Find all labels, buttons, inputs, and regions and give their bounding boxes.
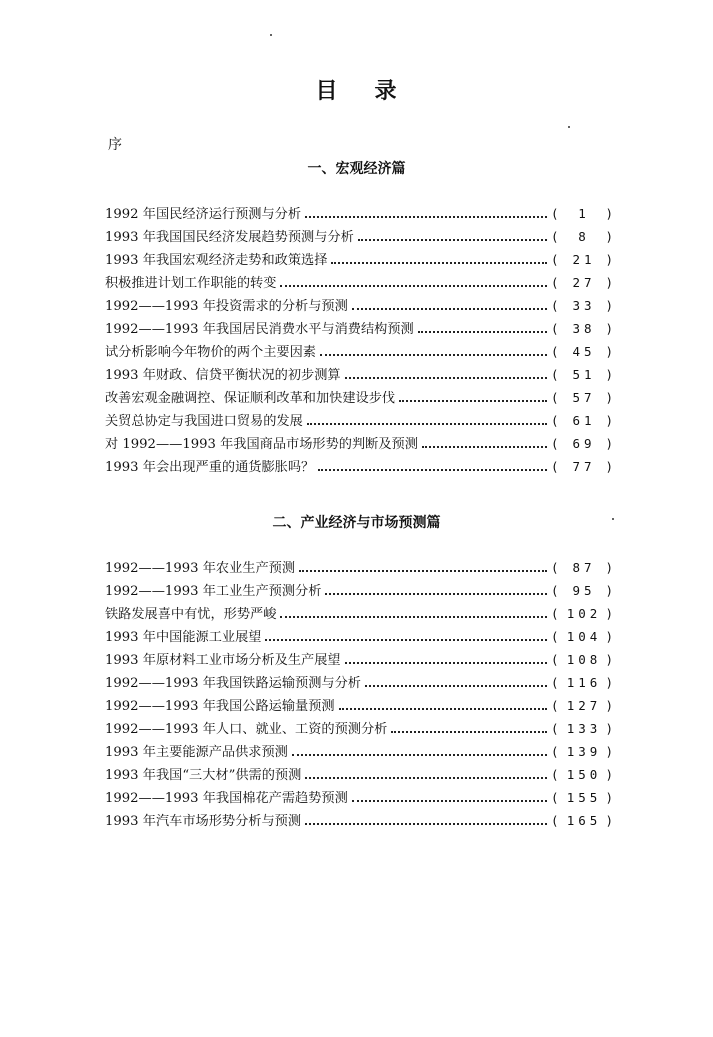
page-paren-open: ( <box>551 767 559 782</box>
toc-entry-page <box>551 317 613 340</box>
dot-leader <box>358 239 547 241</box>
toc-entry[interactable] <box>105 317 613 340</box>
page-number: 8 <box>578 229 590 244</box>
toc-entry[interactable] <box>105 225 613 248</box>
toc-entry[interactable] <box>105 763 613 786</box>
page-paren-open: ( <box>551 652 559 667</box>
toc-entry-title: 1992 年国民经济运行预测与分析 <box>105 207 302 222</box>
page-paren-close: ) <box>605 698 613 713</box>
toc-entry-page <box>551 671 613 694</box>
dot-leader <box>307 423 547 425</box>
dot-leader <box>418 331 547 333</box>
section-heading-macro: 一、宏观经济篇 <box>307 161 406 177</box>
page-title-right: 录 <box>374 79 398 104</box>
dot-leader <box>305 823 547 825</box>
page-paren-open: ( <box>551 436 559 451</box>
toc-entry-page <box>551 202 613 225</box>
page-paren-open: ( <box>551 390 559 405</box>
toc-list-macro <box>105 202 613 478</box>
page-paren-close: ) <box>605 252 613 267</box>
page-number: 102 <box>566 606 602 621</box>
page-number: 77 <box>572 459 596 474</box>
toc-entry-title: 1993 年汽车市场形势分析与预测 <box>105 814 302 829</box>
toc-entry-title: 对 1992——1993 年我国商品市场形势的判断及预测 <box>105 437 418 452</box>
page-number: 69 <box>572 436 596 451</box>
page-paren-open: ( <box>551 229 559 244</box>
dot-leader <box>391 731 547 733</box>
page-paren-close: ) <box>605 560 613 575</box>
toc-entry[interactable] <box>105 248 613 271</box>
page-paren-close: ) <box>605 321 613 336</box>
toc-entry[interactable] <box>105 602 613 625</box>
page-paren-open: ( <box>551 344 559 359</box>
toc-entry-title: 1992——1993 年我国铁路运输预测与分析 <box>105 676 361 691</box>
page-paren-open: ( <box>551 298 559 313</box>
page-paren-open: ( <box>551 459 559 474</box>
toc-entry-page <box>551 271 613 294</box>
toc-entry-title: 1992——1993 年我国棉花产需趋势预测 <box>105 791 348 806</box>
page-number: 133 <box>566 721 602 736</box>
toc-entry-title: 1992——1993 年人口、就业、工资的预测分析 <box>105 722 388 737</box>
page-paren-close: ) <box>605 675 613 690</box>
dot-leader <box>339 708 547 710</box>
toc-entry[interactable] <box>105 340 613 363</box>
toc-entry[interactable] <box>105 294 613 317</box>
page-paren-open: ( <box>551 206 559 221</box>
page-number: 116 <box>566 675 602 690</box>
page-number: 108 <box>566 652 602 667</box>
toc-entry-page <box>551 717 613 740</box>
dot-leader <box>399 400 547 402</box>
page-paren-close: ) <box>605 367 613 382</box>
page-number: 61 <box>572 413 596 428</box>
dot-leader <box>325 593 547 595</box>
page-paren-open: ( <box>551 675 559 690</box>
toc-entry[interactable] <box>105 363 613 386</box>
page-number: 33 <box>572 298 596 313</box>
page-paren-open: ( <box>551 560 559 575</box>
toc-entry-title: 1993 年财政、信贷平衡状况的初步测算 <box>105 368 341 383</box>
page-paren-close: ) <box>605 813 613 828</box>
page-number: 57 <box>572 390 596 405</box>
page-number: 45 <box>572 344 596 359</box>
toc-entry-page <box>551 386 613 409</box>
toc-entry-title: 1993 年我国宏观经济走势和政策选择 <box>105 253 328 268</box>
dot-leader <box>280 616 547 618</box>
toc-entry[interactable] <box>105 740 613 763</box>
toc-entry[interactable] <box>105 409 613 432</box>
dot-leader <box>352 800 547 802</box>
dot-leader <box>299 570 547 572</box>
dot-leader <box>318 469 547 471</box>
toc-entry-title: 1992——1993 年我国公路运输量预测 <box>105 699 335 714</box>
toc-entry-page <box>551 602 613 625</box>
page-paren-open: ( <box>551 413 559 428</box>
dot-leader <box>422 446 547 448</box>
page-paren-close: ) <box>605 629 613 644</box>
toc-entry-page <box>551 248 613 271</box>
toc-entry[interactable] <box>105 271 613 294</box>
page-number: 104 <box>566 629 602 644</box>
page-paren-close: ) <box>605 390 613 405</box>
dot-leader <box>305 216 547 218</box>
section-heading-industry: 二、产业经济与市场预测篇 <box>272 515 441 531</box>
toc-entry-title: 试分析影响今年物价的两个主要因素 <box>105 345 316 360</box>
toc-entry-page <box>551 786 613 809</box>
toc-entry-page <box>551 740 613 763</box>
toc-entry-page <box>551 579 613 602</box>
toc-entry-page <box>551 556 613 579</box>
toc-entry[interactable] <box>105 579 613 602</box>
toc-entry-page <box>551 432 613 455</box>
page-paren-close: ) <box>605 298 613 313</box>
toc-entry-page <box>551 409 613 432</box>
toc-entry-title: 1992——1993 年工业生产预测分析 <box>105 584 322 599</box>
toc-entry-page <box>551 294 613 317</box>
toc-entry-page <box>551 809 613 832</box>
page-number: 150 <box>566 767 602 782</box>
page-paren-close: ) <box>605 229 613 244</box>
dot-leader <box>320 354 547 356</box>
page-paren-open: ( <box>551 813 559 828</box>
toc-entry-page <box>551 340 613 363</box>
toc-entry-title: 1992——1993 年投资需求的分析与预测 <box>105 299 348 314</box>
toc-entry-title: 关贸总协定与我国进口贸易的发展 <box>105 414 303 429</box>
toc-entry[interactable] <box>105 809 613 832</box>
page-number: 87 <box>572 560 596 575</box>
toc-entry-page <box>551 648 613 671</box>
page-paren-open: ( <box>551 321 559 336</box>
page-paren-close: ) <box>605 275 613 290</box>
toc-list-industry <box>105 556 613 832</box>
page-paren-close: ) <box>605 744 613 759</box>
toc-entry-title: 改善宏观金融调控、保证顺利改革和加快建设步伐 <box>105 391 396 406</box>
toc-entry-title: 1993 年原材料工业市场分析及生产展望 <box>105 653 341 668</box>
page-paren-close: ) <box>605 652 613 667</box>
page-paren-close: ) <box>605 436 613 451</box>
toc-entry[interactable] <box>105 694 613 717</box>
toc-entry[interactable] <box>105 717 613 740</box>
toc-entry-page <box>551 363 613 386</box>
page-paren-open: ( <box>551 252 559 267</box>
dot-leader <box>280 285 547 287</box>
page-number: 38 <box>572 321 596 336</box>
toc-entry-title: 1992——1993 年农业生产预测 <box>105 561 296 576</box>
toc-entry[interactable] <box>105 786 613 809</box>
toc-entry-title: 1993 年主要能源产品供求预测 <box>105 745 288 760</box>
page-title <box>0 74 713 105</box>
page-paren-close: ) <box>605 344 613 359</box>
page-paren-open: ( <box>551 790 559 805</box>
dot-leader <box>292 754 547 756</box>
page-paren-close: ) <box>605 721 613 736</box>
toc-entry[interactable] <box>105 648 613 671</box>
page-number: 139 <box>566 744 602 759</box>
toc-entry-title: 1993 年会出现严重的通货膨胀吗？ <box>105 460 315 475</box>
toc-entry-title: 1993 年我国国民经济发展趋势预测与分析 <box>105 230 354 245</box>
page-paren-open: ( <box>551 698 559 713</box>
dot-leader <box>352 308 547 310</box>
page-number: 1 <box>578 206 590 221</box>
toc-entry-page <box>551 763 613 786</box>
page-paren-close: ) <box>605 583 613 598</box>
page-paren-open: ( <box>551 629 559 644</box>
dot-leader <box>305 777 547 779</box>
dot-leader <box>345 662 547 664</box>
page-paren-close: ) <box>605 606 613 621</box>
toc-entry-page <box>551 625 613 648</box>
page-paren-close: ) <box>605 459 613 474</box>
toc-entry[interactable] <box>105 455 613 478</box>
toc-entry-title: 铁路发展喜中有忧，形势严峻 <box>105 607 277 622</box>
page-title-left: 目 <box>315 79 339 104</box>
toc-entry[interactable] <box>105 671 613 694</box>
dot-leader <box>365 685 547 687</box>
toc-entry-page <box>551 455 613 478</box>
toc-entry-title: 1993 年中国能源工业展望 <box>105 630 262 645</box>
page-paren-close: ) <box>605 206 613 221</box>
toc-entry-page <box>551 694 613 717</box>
page-paren-open: ( <box>551 367 559 382</box>
toc-entry-title: 积极推进计划工作职能的转变 <box>105 276 277 291</box>
page-paren-open: ( <box>551 583 559 598</box>
page-number: 155 <box>566 790 602 805</box>
dot-leader <box>265 639 547 641</box>
page-paren-open: ( <box>551 606 559 621</box>
page-number: 51 <box>572 367 596 382</box>
toc-entry-title: 1992——1993 年我国居民消费水平与消费结构预测 <box>105 322 414 337</box>
toc-entry[interactable] <box>105 432 613 455</box>
page-number: 95 <box>572 583 596 598</box>
page-number: 27 <box>572 275 596 290</box>
toc-entry[interactable] <box>105 556 613 579</box>
page-number: 127 <box>566 698 602 713</box>
page-number: 21 <box>572 252 596 267</box>
toc-entry-title: 1993 年我国“三大材”供需的预测 <box>105 768 302 783</box>
page-number: 165 <box>566 813 602 828</box>
toc-entry[interactable] <box>105 202 613 225</box>
toc-entry-page <box>551 225 613 248</box>
page-paren-open: ( <box>551 275 559 290</box>
page-paren-open: ( <box>551 721 559 736</box>
dot-leader <box>345 377 547 379</box>
page-paren-close: ) <box>605 790 613 805</box>
preface-entry[interactable]: 序 <box>108 137 122 153</box>
page-paren-open: ( <box>551 744 559 759</box>
toc-entry[interactable] <box>105 386 613 409</box>
dot-leader <box>331 262 547 264</box>
page-paren-close: ) <box>605 767 613 782</box>
page-paren-close: ) <box>605 413 613 428</box>
toc-entry[interactable] <box>105 625 613 648</box>
